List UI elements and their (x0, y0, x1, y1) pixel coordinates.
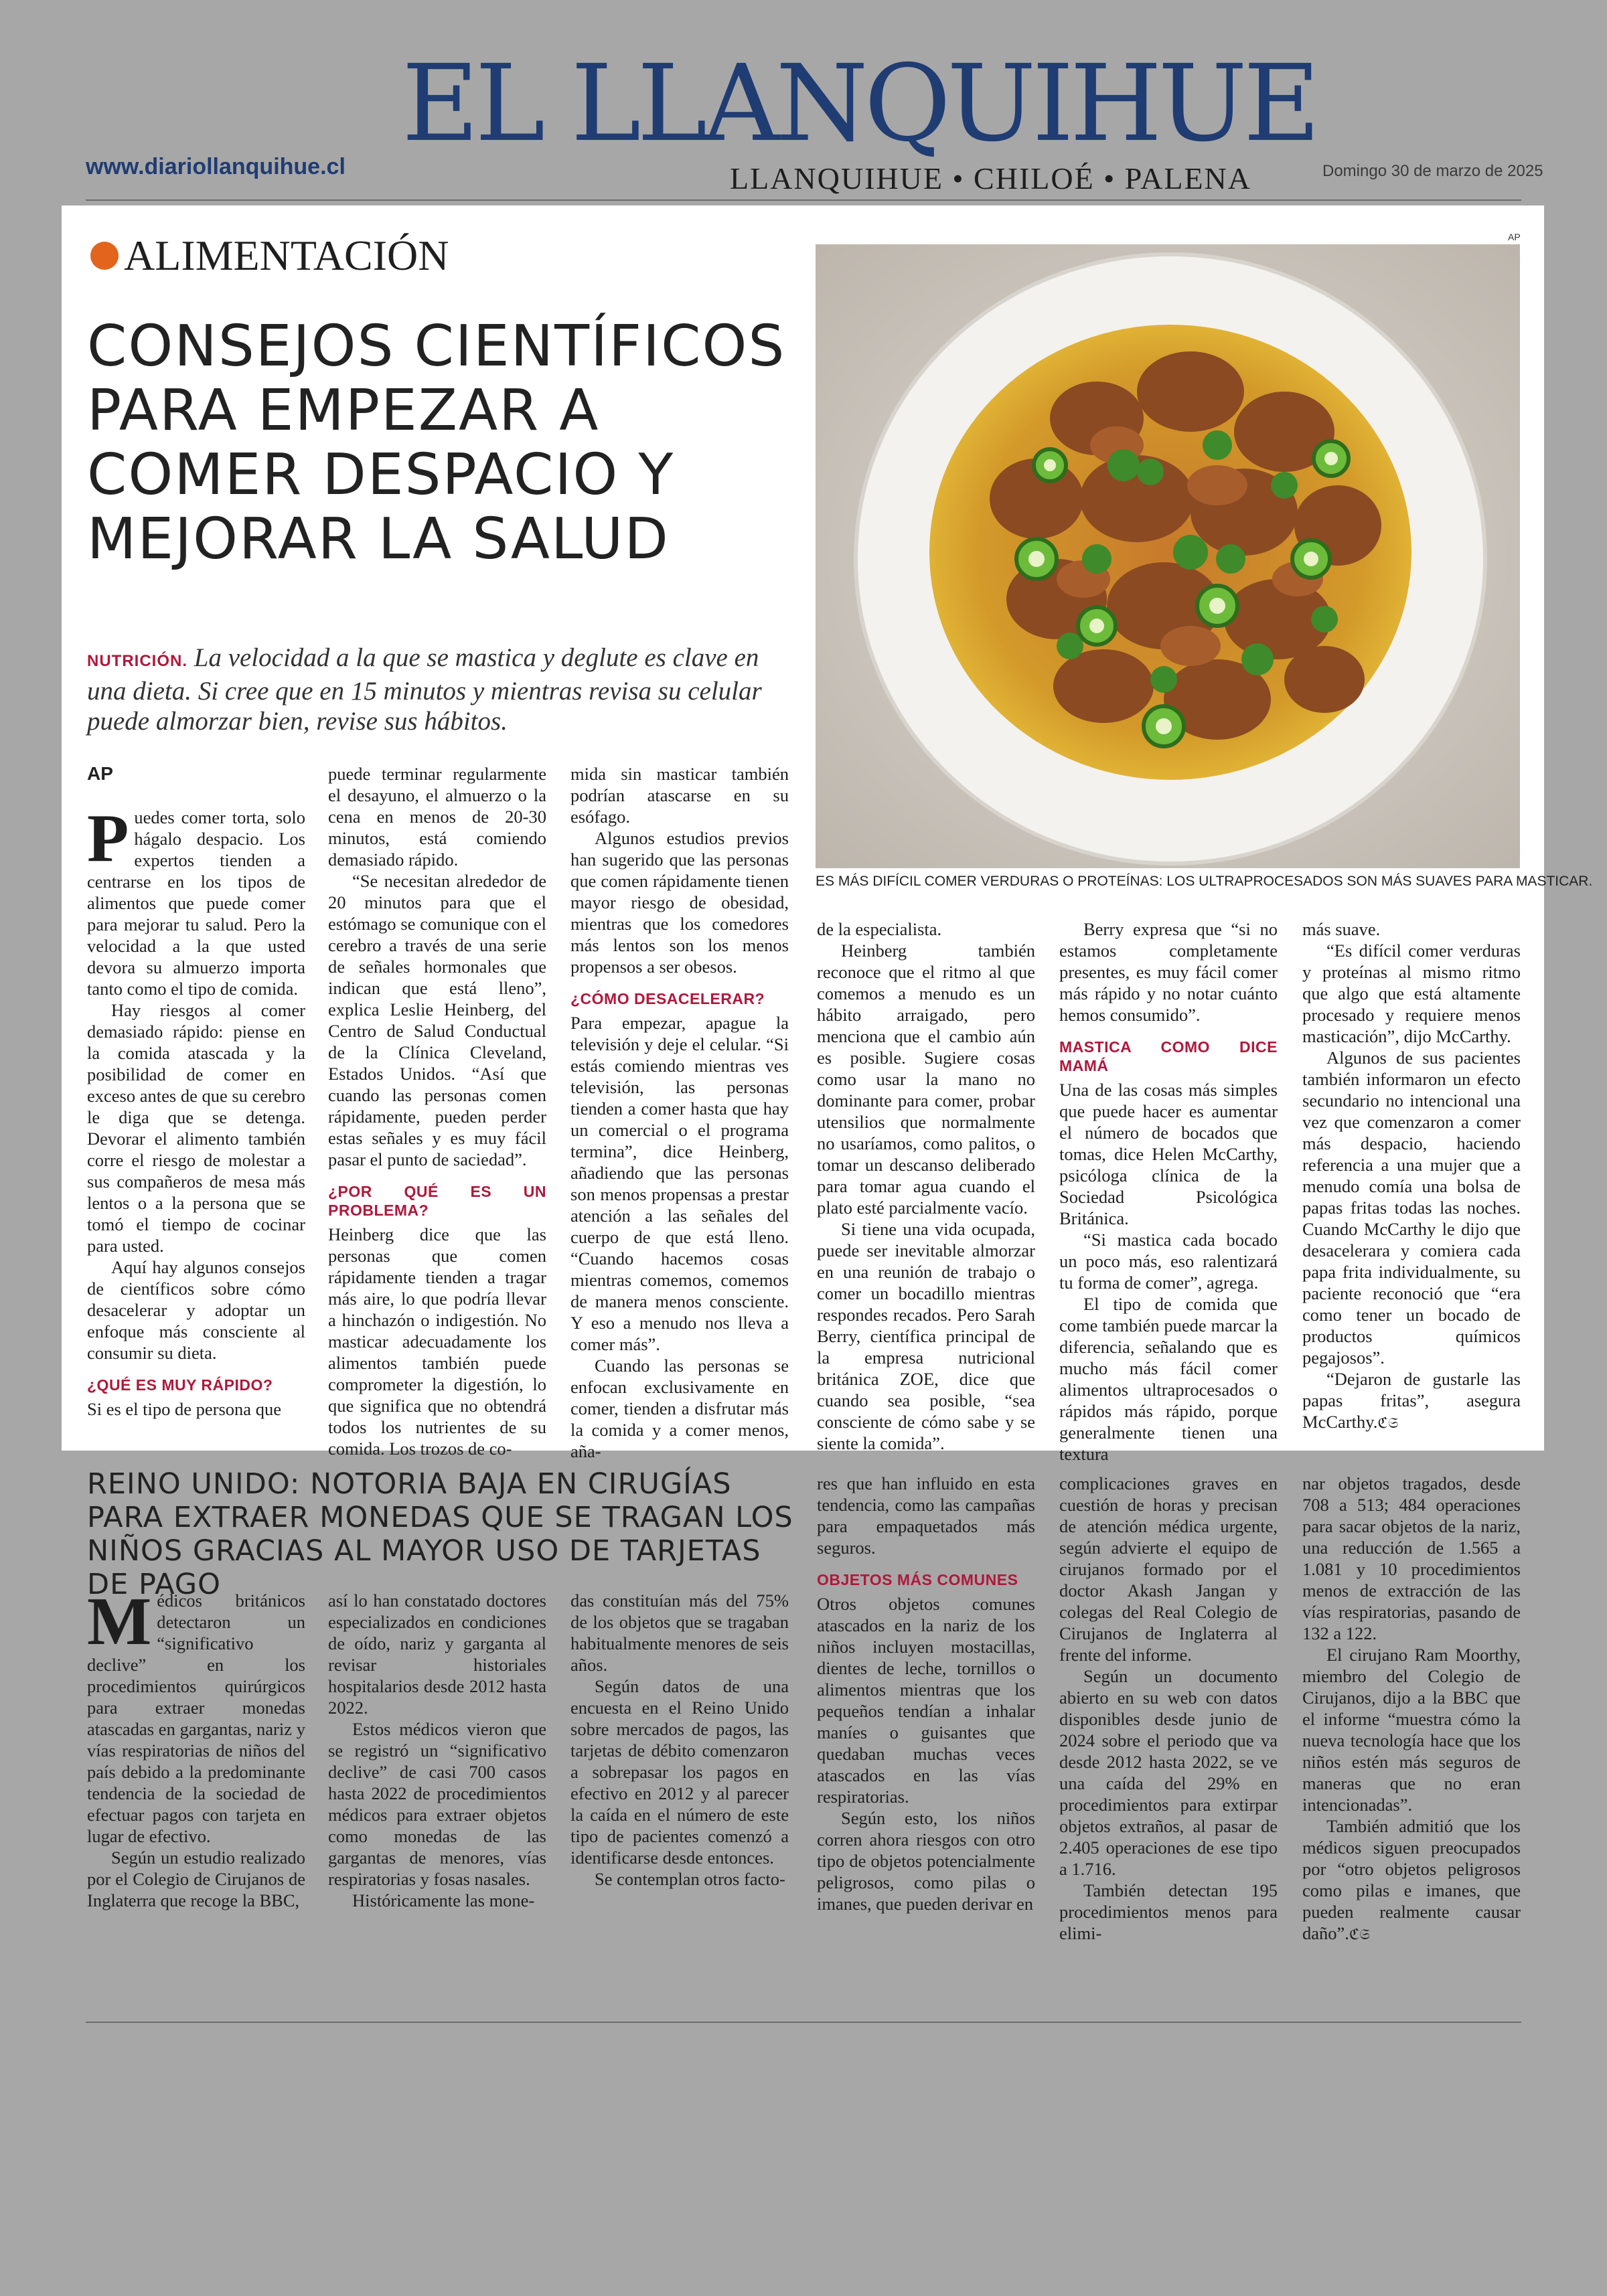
article-headline: CONSEJOS CIENTÍFICOS PARA EMPEZAR A COMER DESPACIO Y MEJORAR LA SALUD (87, 313, 786, 572)
site-url[interactable]: www.diariollanquihue.cl (86, 154, 346, 179)
article2-column-2 (328, 1590, 546, 1911)
paragraph: puede terminar regularmente el desayuno, el almuerzo o la cena en menos de 20-30 minutos, está comiendo demasiado rápido. (328, 764, 546, 870)
paragraph: Heinberg dice que las personas que comen rápidamente tienden a tragar más aire, lo que podría llevar a hinchazón o indigestión. No masticar adecuadamente los alimentos también puede comprometer la digestión, lo que significa que no obtendrá todos los nutrientes de su comida. Los trozos de co- (328, 1224, 546, 1459)
article1-column-3 (570, 763, 789, 1462)
masthead-rule (86, 199, 1521, 201)
paragraph: “Se necesitan alrededor de 20 minutos para que el estómago se comunique con el cerebro a través de una serie de señales hormonales que indican que está lleno”, explica Leslie Heinberg, del Centro de Salud Conductual de la Clínica Cleveland, Estados Unidos. “Así que cuando las personas comen rápidamente, pueden perder estas señales y es muy fácil pasar el punto de saciedad”. (328, 871, 546, 1169)
paragraph: Para empezar, apague la televisión y deje el celular. “Si estás comiendo mientras ves televisión, las personas tienden a comer hasta que hay un comercial o el programa termina”, dice Heinberg, añadiendo que las personas son menos propensas a prestar atención a las señales del cuerpo de que está lleno. “Cuando hacemos cosas mientras comemos, comemos de manera menos consciente. Y eso a menudo nos lleva a comer más”. (570, 1013, 789, 1354)
paragraph: Otros objetos comunes atascados en la nariz de los niños incluyen mostacillas, dientes de leche, tornillos o alimentos mientras que los pequeños tendían a inhalar maníes o guisantes que quedaban muchas veces atascados en las vías respiratorias. (817, 1594, 1035, 1807)
dropcap: P (87, 801, 129, 876)
subheading: MASTICA COMO DICE MAMÁ (1059, 1038, 1278, 1074)
end-mark-icon: ℭ𝔖 (1349, 1926, 1370, 1943)
paragraph: mida sin masticar también podrían atascarse en su esófago. (570, 764, 789, 827)
article1-column-5 (1059, 918, 1278, 1465)
article2-headline: REINO UNIDO: NOTORIA BAJA EN CIRUGÍAS PARA EXTRAER MONEDAS QUE SE TRAGAN LOS NIÑOS GRACIAS AL MAYOR USO DE TARJETAS DE PAGO (87, 1467, 793, 1601)
section-label: ALIMENTACIÓN (124, 232, 449, 279)
paragraph: Según datos de una encuesta en el Reino Unido sobre mercados de pagos, las tarjetas de débito comenzaron a sobrepasar los pagos en efectivo en 2012 y al parecer la caída en el número de este tipo de pacientes comenzó a identificarse desde entonces. (570, 1676, 789, 1868)
paragraph-text: También admitió que los médicos siguen preocupados por “otro objetos peligrosos como pilas e imanes, que pueden realmente causar daño”. (1302, 1816, 1521, 1943)
paragraph: Se contemplan otros facto- (595, 1869, 785, 1889)
lead-kicker: NUTRICIÓN. (87, 652, 187, 670)
paragraph: Según un documento abierto en su web con datos disponibles desde junio de 2024 sobre el periodo que va desde 2012 hasta 2022, se ve una caída del 29% en procedimientos para extirpar objetos extraños, al pasar de 2.405 operaciones de ese tipo a 1.716. (1059, 1666, 1278, 1879)
article1-column-6 (1302, 918, 1521, 1434)
paragraph (1302, 1368, 1521, 1434)
paragraph: Aquí hay algunos consejos de científicos sobre cómo desacelerar y adoptar un enfoque más consciente al consumir su dieta. (87, 1257, 305, 1363)
paragraph: Hay riesgos al comer demasiado rápido: piense en la comida atascada y la posibilidad de comer en exceso antes de que su cerebro le diga que se detenga. Devorar el alimento también corre el riesgo de molestar a sus compañeros de mesa más lentos o a la persona que se tomó el tiempo de cocinar para usted. (87, 1000, 305, 1256)
article1-column-4 (817, 918, 1035, 1454)
bottom-rule (86, 2022, 1521, 2023)
paragraph: Berry expresa que “si no estamos completamente presentes, es muy fácil comer más rápido y no notar cuánto hemos consumido”. (1059, 919, 1278, 1025)
article2-column-5 (1059, 1473, 1278, 1944)
paragraph: Históricamente las mone- (352, 1890, 535, 1910)
paragraph-text: “Dejaron de gustarle las papas fritas”, asegura McCarthy. (1302, 1369, 1521, 1432)
paragraph: más suave. (1302, 919, 1381, 939)
paragraph: Según esto, los niños corren ahora riesgos con otro tipo de objetos potencialmente peligrosos, como pilas o imanes, que pueden derivar en (817, 1808, 1035, 1914)
paragraph: nar objetos tragados, desde 708 a 513; 484 operaciones para sacar objetos de la nariz, una reducción de 1.565 a 1.081 y 10 procedimientos menos de extracción de las vías respiratorias, pasando de 132 a 122. (1302, 1473, 1521, 1643)
paragraph: uedes comer torta, solo hágalo despacio. Los expertos tienden a centrarse en los tipos de alimentos que puede comer para mejorar tu salud. Pero la velocidad a la que usted devora su almuerzo importa tanto como el tipo de comida. (87, 807, 305, 999)
article2-column-3 (570, 1590, 789, 1890)
lead-text: La velocidad a la que se mastica y deglute es clave en una dieta. Si cree que en 15 minutos y mientras revisa su celular puede almorzar bien, revise sus hábitos. (87, 643, 762, 736)
dropcap: M (87, 1584, 152, 1659)
end-mark-icon: ℭ𝔖 (1377, 1414, 1399, 1431)
paragraph: Una de las cosas más simples que puede hacer es aumentar el número de bocados que tomas, dice Helen McCarthy, psicóloga clínica de la Sociedad Psicológica Británica. (1059, 1080, 1278, 1228)
paragraph: Si es el tipo de persona que (87, 1399, 281, 1419)
article-lead (87, 643, 797, 736)
paragraph: Heinberg también reconoce que el ritmo al que comemos a menudo es un hábito arraigado, pero menciona que el cambio aún es posible. Sugiere cosas como usar la mano no dominante para comer, probar utensilios que normalmente no usaríamos, como palitos, o tomar un descanso deliberado para tomar agua cuando el plato esté parcialmente vacío. (817, 940, 1035, 1218)
newspaper-title: EL LLANQUIHUE (402, 42, 1317, 165)
paragraph: así lo han constatado doctores especializados en condiciones de oído, nariz y garganta al revisar historiales hospitalarios desde 2012 hasta 2022. (328, 1590, 546, 1718)
issue-date: Domingo 30 de marzo de 2025 (1322, 162, 1543, 180)
photo-credit: AP (1508, 232, 1521, 242)
paragraph: res que han influido en esta tendencia, como las campañas para empaquetados más seguros. (817, 1473, 1035, 1558)
article2-column-6 (1302, 1473, 1521, 1945)
subheading: OBJETOS MÁS COMUNES (817, 1571, 1018, 1588)
paragraph: También detectan 195 procedimientos menos para elimi- (1059, 1880, 1278, 1943)
paragraph: complicaciones graves en cuestión de horas y precisan de atención médica urgente, según advierte el equipo de cirujanos formado por el doctor Akash Jangan y colegas del Real Colegio de Cirujanos de Inglaterra al frente del informe. (1059, 1473, 1278, 1665)
curry-plate-illustration (816, 244, 1520, 868)
byline: AP (87, 763, 113, 784)
paragraph: de la especialista. (817, 919, 942, 939)
paragraph: das constituían más del 75% de los objetos que se tragaban habitualmente menores de seis años. (570, 1590, 789, 1675)
paragraph: El tipo de comida que come también puede marcar la diferencia, señalando que es mucho más fácil comer alimentos ultraprocesados o rápidos más rápido, porque generalmente tienen una textura (1059, 1294, 1278, 1464)
paragraph: Cuando las personas se enfocan exclusivamente en comer, tienden a disfrutar más la comida y a comer menos, aña- (570, 1356, 789, 1461)
section-dot-icon (90, 242, 119, 270)
paragraph: Estos médicos vieron que se registró un “significativo declive” de casi 700 casos hasta 2022 de procedimientos médicos para extraer objetos como monedas de las gargantas de menores, vías respiratorias y fosas nasales. (328, 1719, 546, 1889)
newspaper-subtitle: LLANQUIHUE • CHILOÉ • PALENA (730, 161, 1251, 195)
paragraph: “Es difícil comer verduras y proteínas al mismo ritmo que algo que está altamente procesado y requiere menos masticación”, dijo McCarthy. (1302, 940, 1521, 1046)
paragraph: Algunos estudios previos han sugerido que las personas que comen rápidamente tienen mayor riesgo de obesidad, mientras que los comedores más lentos son los menos propensos a ser obesos. (570, 828, 789, 977)
article2-column-1 (87, 1584, 305, 1911)
paragraph: édicos británicos detectaron un “significativo declive” en los procedimientos quirúrgicos para extraer monedas atascadas en gargantas, nariz y vías respiratorias de niños del país debido a la predominante tendencia de la sociedad de efectuar pagos con tarjeta en lugar de efectivo. (87, 1590, 305, 1846)
paragraph (1302, 1815, 1521, 1945)
photo-caption: ES MÁS DIFÍCIL COMER VERDURAS O PROTEÍNAS: LOS ULTRAPROCESADOS SON MÁS SUAVES PARA MASTICAR. (816, 874, 1593, 889)
paragraph: Según un estudio realizado por el Colegio de Cirujanos de Inglaterra que recoge la BBC, (87, 1848, 305, 1910)
paragraph: “Si mastica cada bocado un poco más, eso ralentizará tu forma de comer”, agrega. (1059, 1230, 1278, 1293)
article1-column-1 (87, 801, 305, 1420)
subheading: ¿CÓMO DESACELERAR? (570, 990, 765, 1007)
paragraph: Si tiene una vida ocupada, puede ser inevitable almorzar en una reunión de trabajo o comer un bocadillo mientras respondes recados. Pero Sarah Berry, científica principal de la empresa nutricional británica ZOE, dice que cuando sea posible, “sea consciente de cómo sabe y se siente la comida”. (817, 1219, 1035, 1453)
subheading: ¿QUÉ ES MUY RÁPIDO? (87, 1376, 273, 1394)
paragraph: Algunos de sus pacientes también informaron un efecto secundario no intencional una vez que comenzaron a comer más despacio, haciendo referencia a una mujer que a menudo comía una bolsa de papas fritas todas las noches. Cuando McCarthy le dijo que desacelerara y comiera cada papa frita individualmente, su paciente reconoció que “era como tener un bocado de productos químicos pegajosos”. (1302, 1048, 1521, 1368)
food-photo (816, 244, 1520, 868)
article1-column-2 (328, 763, 546, 1459)
paragraph: El cirujano Ram Moorthy, miembro del Colegio de Cirujanos, dijo a la BBC que el informe “muestra cómo la nueva tecnología hace que los niños estén más seguros de maneras que no eran intencionadas”. (1302, 1645, 1521, 1815)
article2-column-4 (817, 1473, 1035, 1914)
subheading: ¿POR QUÉ ES UN PROBLEMA? (328, 1183, 546, 1219)
